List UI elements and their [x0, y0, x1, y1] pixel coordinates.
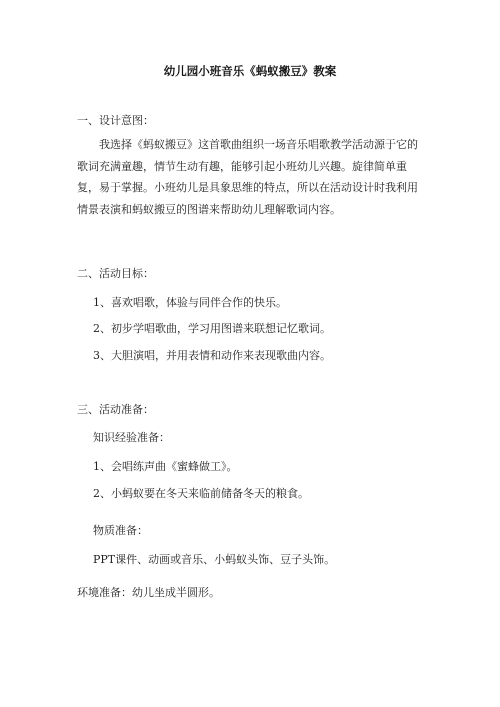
design-intent-text: 我选择《蚂蚁搬豆》这首歌曲组织一场音乐唱歌教学活动源于它的歌词充满童趣，情节生动有趣，能够引起小班幼儿兴趣。旋律简单重复，易于掌握。小班幼儿是具象思维的特点，所以在活动设计时我利用情景表演和蚂蚁搬豆的图谱来帮助幼儿理解歌词内容。 [77, 138, 418, 216]
knowledge-heading: 知识经验准备： [93, 431, 170, 444]
document-title: 幼儿园小班音乐《蚂蚁搬豆》教案 [163, 64, 337, 78]
section-heading-design-intent: 一、设计意图： [77, 114, 154, 127]
goal-item: 2、初步学唱歌曲，学习用图谱来联想记忆歌词。 [93, 322, 331, 335]
knowledge-item: 1、会唱练声曲《蜜蜂做工》。 [93, 460, 238, 473]
section-heading-goals: 二、活动目标： [77, 267, 154, 280]
material-text: PPT课件、动画或音乐、小蚂蚁头饰、豆子头饰。 [93, 553, 336, 566]
goal-item: 3、大胆演唱，并用表情和动作来表现歌曲内容。 [93, 349, 331, 362]
goal-item: 1、喜欢唱歌，体验与同伴合作的快乐。 [93, 296, 287, 309]
section-heading-preparation: 三、活动准备： [77, 403, 154, 416]
material-heading: 物质准备： [93, 524, 148, 537]
environment-text: 环境准备：幼儿坐成半圆形。 [77, 586, 220, 599]
knowledge-item: 2、小蚂蚁要在冬天来临前储备冬天的粮食。 [93, 487, 309, 500]
design-intent-paragraph [77, 134, 427, 220]
